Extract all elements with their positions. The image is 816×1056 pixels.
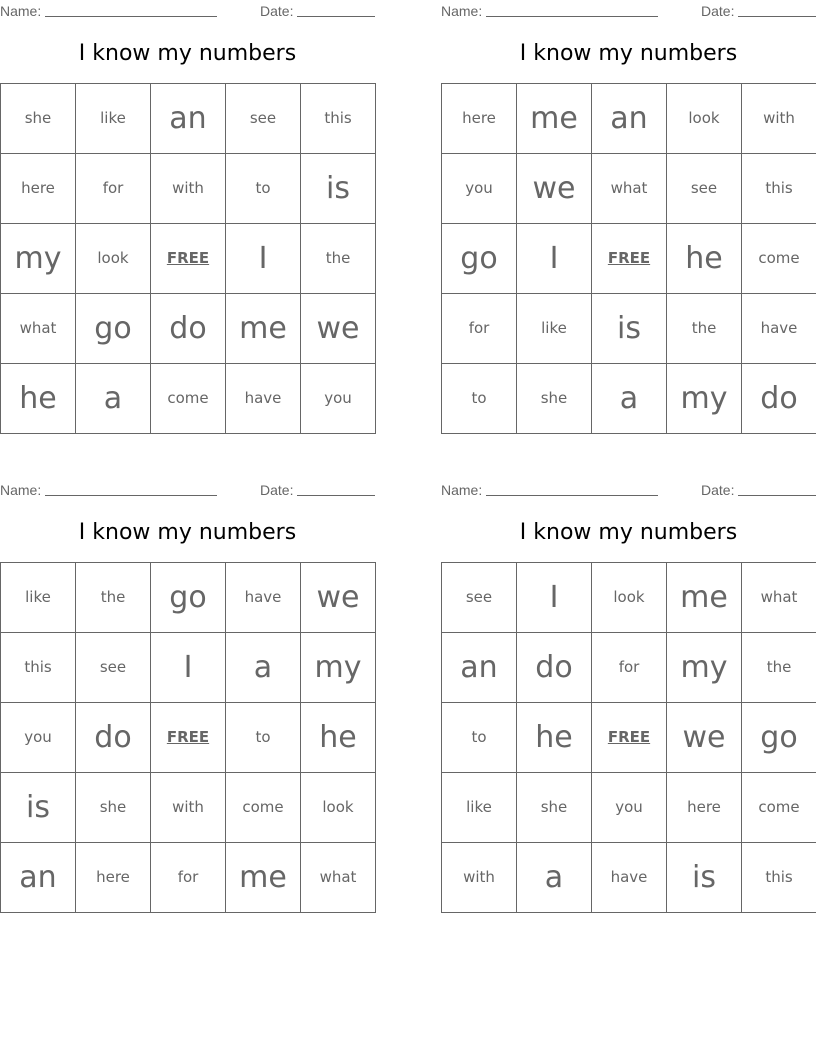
word-cell: a [592,364,667,434]
word-cell: look [301,773,376,843]
grid-row [1,773,376,843]
word-cell: a [76,364,151,434]
word-cell: me [517,84,592,154]
word-cell: with [442,843,517,913]
word-cell: she [76,773,151,843]
grid-row [442,843,816,913]
date-label: Date: [260,3,294,19]
date-line [738,495,816,496]
word-cell: my [667,364,742,434]
word-cell: is [301,154,376,224]
word-cell: what [1,294,76,364]
word-cell: here [667,773,742,843]
word-cell: this [742,154,816,224]
card-title: I know my numbers [78,41,297,66]
word-cell: here [76,843,151,913]
bingo-grid [441,83,816,434]
word-cell: what [301,843,376,913]
word-cell: what [742,563,816,633]
grid-row [442,224,816,294]
grid-row [1,294,376,364]
word-cell: we [517,154,592,224]
grid-row [442,154,816,224]
word-cell: a [226,633,301,703]
word-cell: he [301,703,376,773]
word-cell: to [226,154,301,224]
word-cell: go [76,294,151,364]
word-cell: for [442,294,517,364]
word-cell: my [301,633,376,703]
word-cell: with [151,773,226,843]
word-cell: go [442,224,517,294]
word-cell: like [517,294,592,364]
word-cell: he [1,364,76,434]
free-space-cell: FREE [151,224,226,294]
word-cell: come [742,773,816,843]
card-header [0,479,375,499]
card-header [0,0,375,20]
word-cell: do [76,703,151,773]
word-cell: the [301,224,376,294]
grid-row [1,364,376,434]
name-line [45,495,217,496]
word-cell: an [151,84,226,154]
card-header [441,0,816,20]
word-cell: look [76,224,151,294]
word-cell: see [226,84,301,154]
word-cell: an [1,843,76,913]
word-cell: the [667,294,742,364]
word-cell: for [76,154,151,224]
word-cell: come [742,224,816,294]
word-cell: like [442,773,517,843]
word-cell: an [592,84,667,154]
word-cell: I [151,633,226,703]
word-cell: I [517,224,592,294]
grid-row [442,364,816,434]
word-cell: with [742,84,816,154]
word-cell: he [667,224,742,294]
grid-row [1,224,376,294]
card-title: I know my numbers [519,520,738,545]
word-cell: she [517,364,592,434]
name-label: Name: [0,482,42,498]
word-cell: is [667,843,742,913]
word-cell: we [301,294,376,364]
word-cell: look [592,563,667,633]
name-label: Name: [0,3,42,19]
word-cell: have [742,294,816,364]
word-cell: have [592,843,667,913]
date-line [297,495,375,496]
grid-row [1,563,376,633]
word-cell: a [517,843,592,913]
card-title: I know my numbers [519,41,738,66]
word-cell: have [226,563,301,633]
word-cell: like [1,563,76,633]
free-space-cell: FREE [592,703,667,773]
word-cell: you [1,703,76,773]
bingo-grid [441,562,816,913]
word-cell: the [76,563,151,633]
name-label: Name: [441,3,483,19]
word-cell: to [226,703,301,773]
date-line [297,16,375,17]
name-line [486,495,658,496]
word-cell: we [301,563,376,633]
word-cell: like [76,84,151,154]
word-cell: is [1,773,76,843]
grid-row [442,563,816,633]
word-cell: here [442,84,517,154]
word-cell: go [742,703,816,773]
word-cell: to [442,364,517,434]
word-cell: you [592,773,667,843]
word-cell: the [742,633,816,703]
word-cell: come [226,773,301,843]
card-title: I know my numbers [78,520,297,545]
word-cell: see [76,633,151,703]
word-cell: you [301,364,376,434]
date-label: Date: [260,482,294,498]
name-line [45,16,217,17]
word-cell: this [1,633,76,703]
grid-row [442,773,816,843]
word-cell: he [517,703,592,773]
word-cell: she [1,84,76,154]
word-cell: with [151,154,226,224]
word-cell: we [667,703,742,773]
word-cell: what [592,154,667,224]
grid-row [1,154,376,224]
word-cell: me [667,563,742,633]
word-cell: do [517,633,592,703]
bingo-grid [0,562,376,913]
grid-row [1,703,376,773]
bingo-grid [0,83,376,434]
word-cell: this [301,84,376,154]
grid-row [1,633,376,703]
word-cell: look [667,84,742,154]
word-cell: go [151,563,226,633]
word-cell: here [1,154,76,224]
name-line [486,16,658,17]
grid-row [1,84,376,154]
word-cell: me [226,843,301,913]
word-cell: do [151,294,226,364]
free-space-cell: FREE [151,703,226,773]
date-label: Date: [701,482,735,498]
grid-row [442,633,816,703]
word-cell: to [442,703,517,773]
word-cell: see [442,563,517,633]
word-cell: you [442,154,517,224]
card-header [441,479,816,499]
word-cell: for [592,633,667,703]
grid-row [1,843,376,913]
grid-row [442,84,816,154]
word-cell: I [517,563,592,633]
word-cell: do [742,364,816,434]
name-label: Name: [441,482,483,498]
word-cell: an [442,633,517,703]
grid-row [442,703,816,773]
word-cell: my [667,633,742,703]
date-label: Date: [701,3,735,19]
word-cell: me [226,294,301,364]
grid-row [442,294,816,364]
word-cell: I [226,224,301,294]
word-cell: my [1,224,76,294]
word-cell: she [517,773,592,843]
free-space-cell: FREE [592,224,667,294]
word-cell: come [151,364,226,434]
word-cell: have [226,364,301,434]
date-line [738,16,816,17]
word-cell: is [592,294,667,364]
word-cell: this [742,843,816,913]
word-cell: see [667,154,742,224]
word-cell: for [151,843,226,913]
